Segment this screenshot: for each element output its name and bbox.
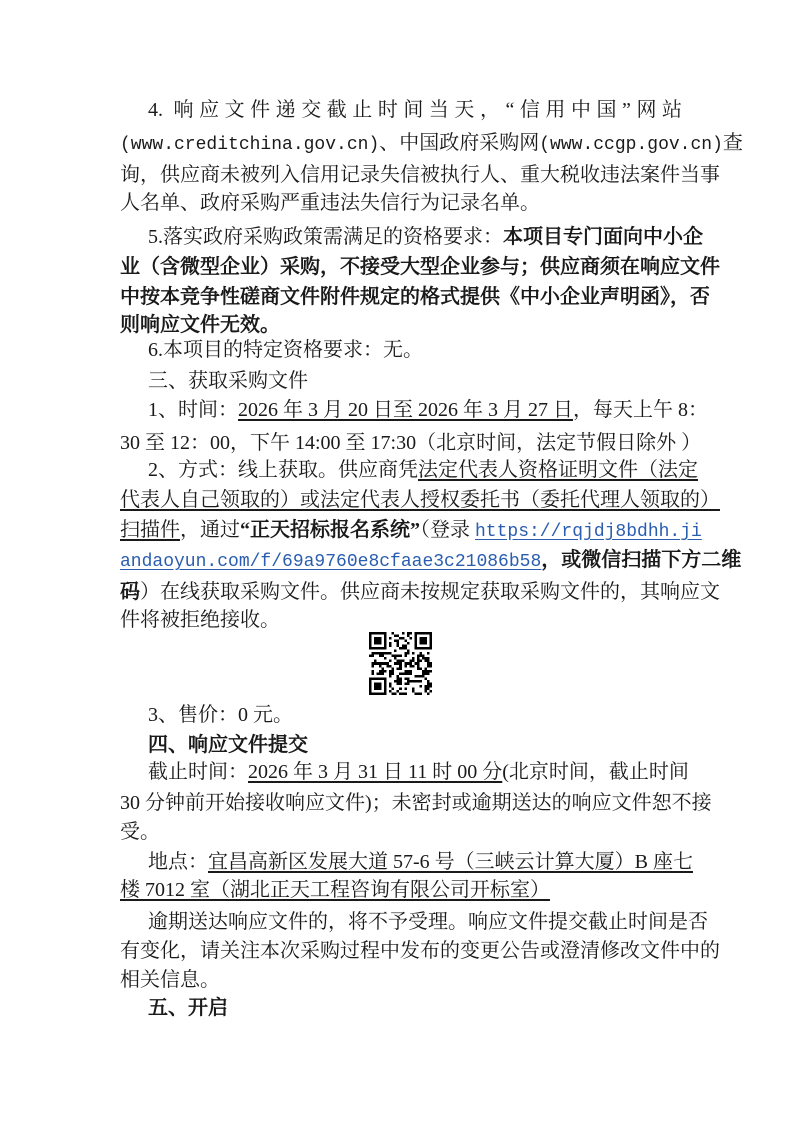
- text-segment: 查: [722, 132, 743, 154]
- text-line: [148, 369, 682, 393]
- text-line: [148, 910, 708, 934]
- text-line: [120, 878, 682, 902]
- text-segment: 有变化，请关注本次采购过程中发布的变更公告或澄清修改文件中的: [120, 940, 720, 962]
- text-line: [148, 760, 689, 784]
- underlined-text: 楼 7012 室（湖北正天工程咨询有限公司开标室）: [120, 879, 550, 901]
- text-segment: ）在线获取采购文件。供应商未按规定获取采购文件的，其响应文: [140, 581, 720, 603]
- text-line: [120, 939, 720, 963]
- text-segment: 业（含微型企业）采购，不接受大型企业参与；供应商须在响应文件: [120, 256, 720, 278]
- text-segment: 6.本项目的特定资格要求：无。: [148, 339, 423, 361]
- text-segment: 则响应文件无效。: [120, 314, 280, 336]
- underlined-text: 法定代表人资格证明文件（法定: [418, 459, 698, 481]
- underlined-text: 代表人自己领取的）或法定代表人授权委托书（委托代理人领取的）: [120, 489, 720, 511]
- underlined-text: 2026 年 3 月 20 日至 2026 年 3 月 27 日: [238, 399, 573, 421]
- text-segment: “正天招标报名系统”: [240, 519, 420, 541]
- text-segment: 受。: [120, 821, 160, 843]
- text-line: [148, 458, 698, 482]
- text-line: [120, 580, 720, 604]
- underlined-text: 扫描件: [120, 519, 180, 541]
- text-segment: (北京时间，截止时间: [502, 761, 689, 783]
- text-line: [120, 791, 712, 815]
- text-line: [148, 850, 693, 874]
- text-segment: （登录: [420, 519, 475, 541]
- text-segment: 四、响应文件提交: [148, 734, 308, 756]
- text-segment: 30 分钟前开始接收响应文件)；未密封或逾期送达的响应文件恕不接: [120, 792, 712, 814]
- text-segment: 1、时间：: [148, 399, 238, 421]
- underlined-text: 宜昌高新区发展大道 57-6 号（三峡云计算大厦）B 座七: [208, 851, 693, 873]
- text-segment: (www.creditchina.gov.cn): [120, 135, 380, 155]
- text-line: [120, 608, 682, 632]
- text-segment: 30 至 12：00，下午 14:00 至 17:30（北京时间，法定节假日除外 ）: [120, 432, 702, 454]
- text-segment: 2、方式：线上获取。供应商凭: [148, 459, 418, 481]
- text-line: [120, 431, 702, 455]
- text-line: [148, 733, 682, 757]
- text-line: [120, 285, 710, 309]
- text-segment: 逾期送达响应文件的，将不予受理。响应文件提交截止时间是否: [148, 911, 708, 933]
- text-segment: 3、售价：0 元。: [148, 704, 293, 726]
- text-segment: 截止时间：: [148, 761, 248, 783]
- text-segment: 5.落实政府采购政策需满足的资格要求：: [148, 226, 503, 248]
- text-segment: 五、开启: [148, 997, 228, 1019]
- text-segment: 中按本竞争性磋商文件附件规定的格式提供《中小企业声明函》，否: [120, 286, 710, 308]
- text-segment: ，或微信扫描下方二维: [541, 549, 742, 571]
- text-segment: 询，供应商未被列入信用记录失信被执行人、重大税收违法案件当事: [120, 164, 720, 186]
- text-segment: 地点：: [148, 851, 208, 873]
- text-segment: 本项目专门面向中小企: [503, 226, 703, 248]
- text-line: [120, 518, 702, 544]
- text-line: [120, 820, 682, 844]
- text-line: [148, 996, 682, 1020]
- text-line: [148, 398, 708, 422]
- text-line: [148, 338, 682, 362]
- text-segment: ，每天上午 8：: [573, 399, 708, 421]
- text-segment: 件将被拒绝接收。: [120, 609, 280, 631]
- text-line: [120, 131, 743, 157]
- text-line: [120, 163, 720, 187]
- text-line: [120, 191, 682, 215]
- registration-link[interactable]: https://rqjdj8bdhh.ji: [475, 522, 702, 542]
- underlined-text: 2026 年 3 月 31 日 11 时 00 分: [248, 761, 503, 783]
- text-segment: 码: [120, 581, 140, 603]
- registration-link[interactable]: andaoyun.com/f/69a9760e8cfaae3c21086b58: [120, 552, 542, 572]
- text-segment: (www.ccgp.gov.cn): [539, 135, 723, 155]
- text-line: [148, 703, 682, 727]
- text-line: [120, 488, 720, 512]
- text-line: [148, 225, 703, 249]
- text-line: [120, 968, 682, 992]
- qr-code-image: [369, 632, 432, 695]
- text-segment: 4. 响应文件递交截止时间当天，“信用中国”网站: [148, 99, 682, 121]
- text-line: [120, 548, 742, 574]
- text-segment: 、中国政府采购网: [379, 132, 540, 154]
- text-segment: 人名单、政府采购严重违法失信行为记录名单。: [120, 192, 540, 214]
- text-segment: 相关信息。: [120, 969, 220, 991]
- text-segment: ，通过: [180, 519, 240, 541]
- text-segment: 三、获取采购文件: [148, 370, 308, 392]
- text-line: [148, 98, 682, 122]
- text-line: [120, 255, 720, 279]
- text-line: [120, 313, 682, 337]
